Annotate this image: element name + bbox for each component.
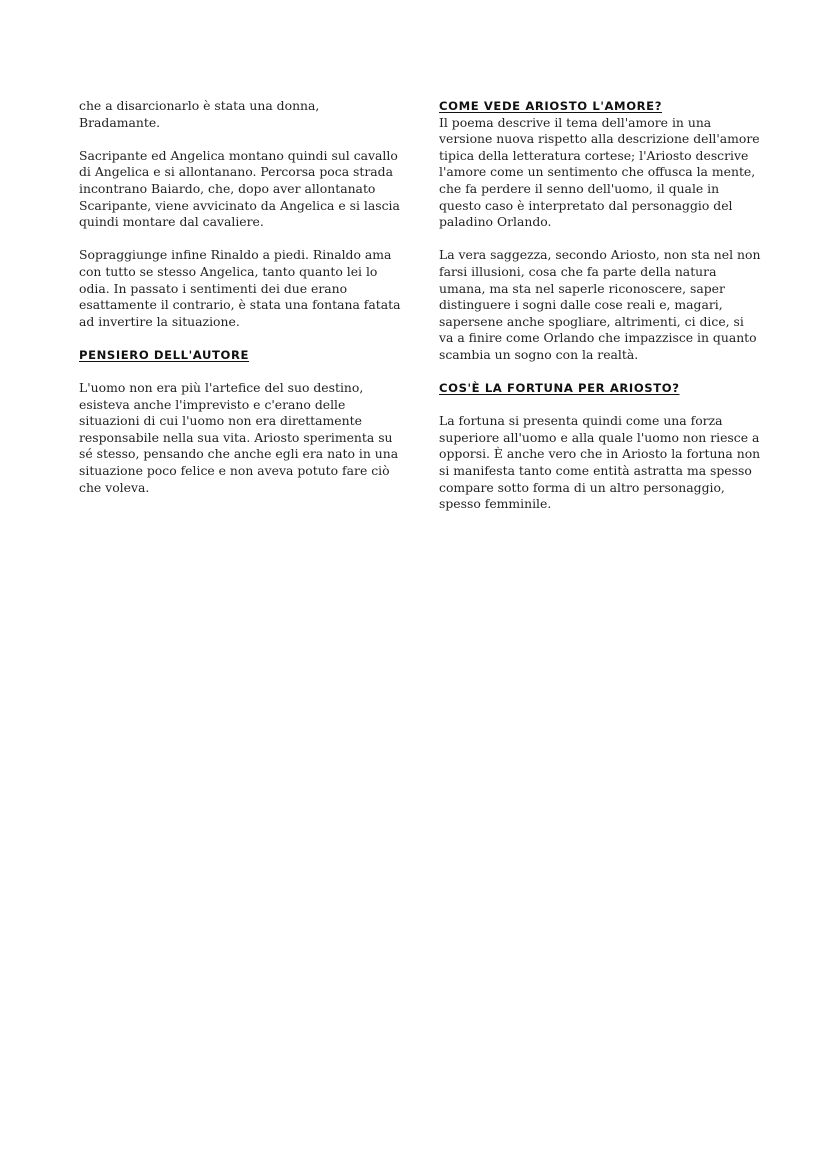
paragraph-saggezza: La vera saggezza, secondo Ariosto, non sta nel non farsi illusioni, cosa che fa parte della natura umana, ma sta nel saperle riconoscere, saper distinguere i sogni dalle cose reali e, magari, sapersene anche spogliare, altrimenti, ci dice, si va a finire come Orlando che impazzisce in quanto scambia un sogno con la realtà. [439, 247, 761, 362]
paragraph-destino: L'uomo non era più l'artefice del suo destino, esisteva anche l'imprevisto e c'erano delle situazioni di cui l'uomo non era direttamente responsabile nella sua vita. Ariosto sperimenta su sé stesso, pensando che anche egli era nato in una situazione poco felice e non aveva potuto fare ciò che voleva. [79, 380, 399, 495]
paragraph-amore: Il poema descrive il tema dell'amore in una versione nuova rispetto alla descrizione dell'amore tipica della letteratura cortese; l'Ariosto descrive l'amore come un sentimento che offusca la mente, che fa perdere il senno dell'uomo, il quale in questo caso è interpretato dal personaggio del paladino Orlando. [439, 114, 760, 230]
paragraph-rinaldo: Sopraggiunge infine Rinaldo a piedi. Rinaldo ama con tutto se stesso Angelica, tanto quanto lei lo odia. In passato i sentimenti dei due erano esattamente il contrario, è stata una fontana fatata ad invertire la situazione. [79, 247, 401, 329]
heading-amore: COME VEDE ARIOSTO L'AMORE? [439, 99, 663, 113]
left-column [79, 98, 401, 496]
right-column [439, 98, 761, 513]
heading-pensiero-autore: PENSIERO DELL'AUTORE [79, 347, 250, 362]
paragraph-bradamante: che a disarcionarlo è stata una donna, Bradamante. [79, 98, 320, 130]
heading-fortuna: COS'È LA FORTUNA PER ARIOSTO? [439, 381, 680, 396]
paragraph-fortuna: La fortuna si presenta quindi come una forza superiore all'uomo e alla quale l'uomo non riesce a opporsi. È anche vero che in Ariosto la fortuna non si manifesta tanto come entità astratta ma spesso compare sotto forma di un altro personaggio, spesso femminile. [439, 413, 761, 512]
paragraph-sacripante: Sacripante ed Angelica montano quindi sul cavallo di Angelica e si allontanano. Percorsa poca strada incontrano Baiardo, che, dopo aver allontanato Scaripante, viene avvicinato da Angelica e si lascia quindi montare dal cavaliere. [79, 147, 400, 230]
